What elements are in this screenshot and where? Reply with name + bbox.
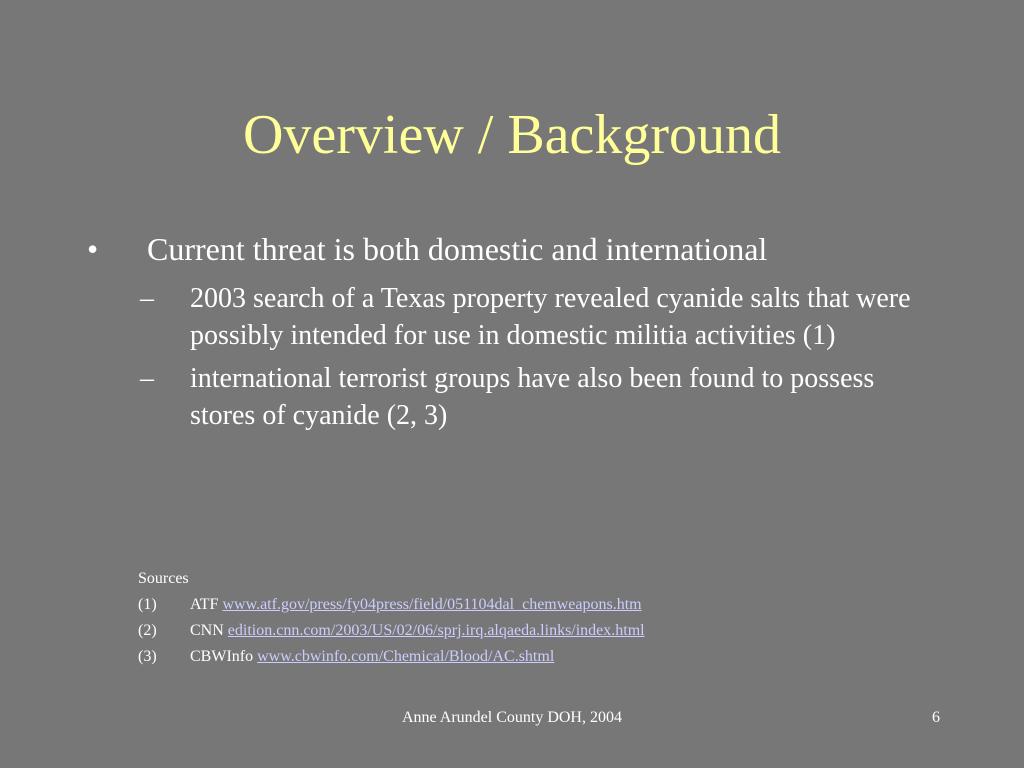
source-link[interactable]: www.cbwinfo.com/Chemical/Blood/AC.shtml: [257, 648, 555, 665]
main-bullet-text: Current threat is both domestic and international: [147, 231, 768, 267]
source-item: [138, 618, 958, 644]
source-number: (3): [138, 648, 157, 665]
source-number: (1): [138, 596, 157, 613]
source-number: (2): [138, 622, 157, 639]
sub-bullet-item: [140, 360, 940, 434]
sources-heading: Sources: [138, 570, 189, 587]
dash-icon: –: [140, 283, 154, 314]
sub-bullet-text: international terrorist groups have also been found to possess stores of cyanide (2, 3): [190, 363, 875, 431]
source-link[interactable]: edition.cnn.com/2003/US/02/06/sprj.irq.alqaeda.links/index.html: [227, 622, 645, 639]
slide-title: Overview / Background: [242, 104, 782, 166]
source-item: [138, 592, 958, 618]
sources-block: [138, 566, 958, 670]
source-item: [138, 644, 958, 670]
source-link[interactable]: www.atf.gov/press/fy04press/field/051104dal_chemweapons.htm: [222, 596, 642, 613]
source-org: CNN: [190, 622, 228, 639]
sub-bullet-text: 2003 search of a Texas property revealed cyanide salts that were possibly intended for use in domestic militia activities (1): [190, 283, 911, 351]
sub-bullet-list: [140, 280, 940, 440]
source-org: ATF: [190, 596, 223, 613]
slide-footer: Anne Arundel County DOH, 2004: [402, 709, 622, 726]
source-org: CBWInfo: [190, 648, 258, 665]
sub-bullet-item: [140, 280, 940, 354]
bullet-icon: •: [87, 231, 99, 267]
page-number: 6: [932, 709, 940, 726]
dash-icon: –: [140, 363, 154, 394]
